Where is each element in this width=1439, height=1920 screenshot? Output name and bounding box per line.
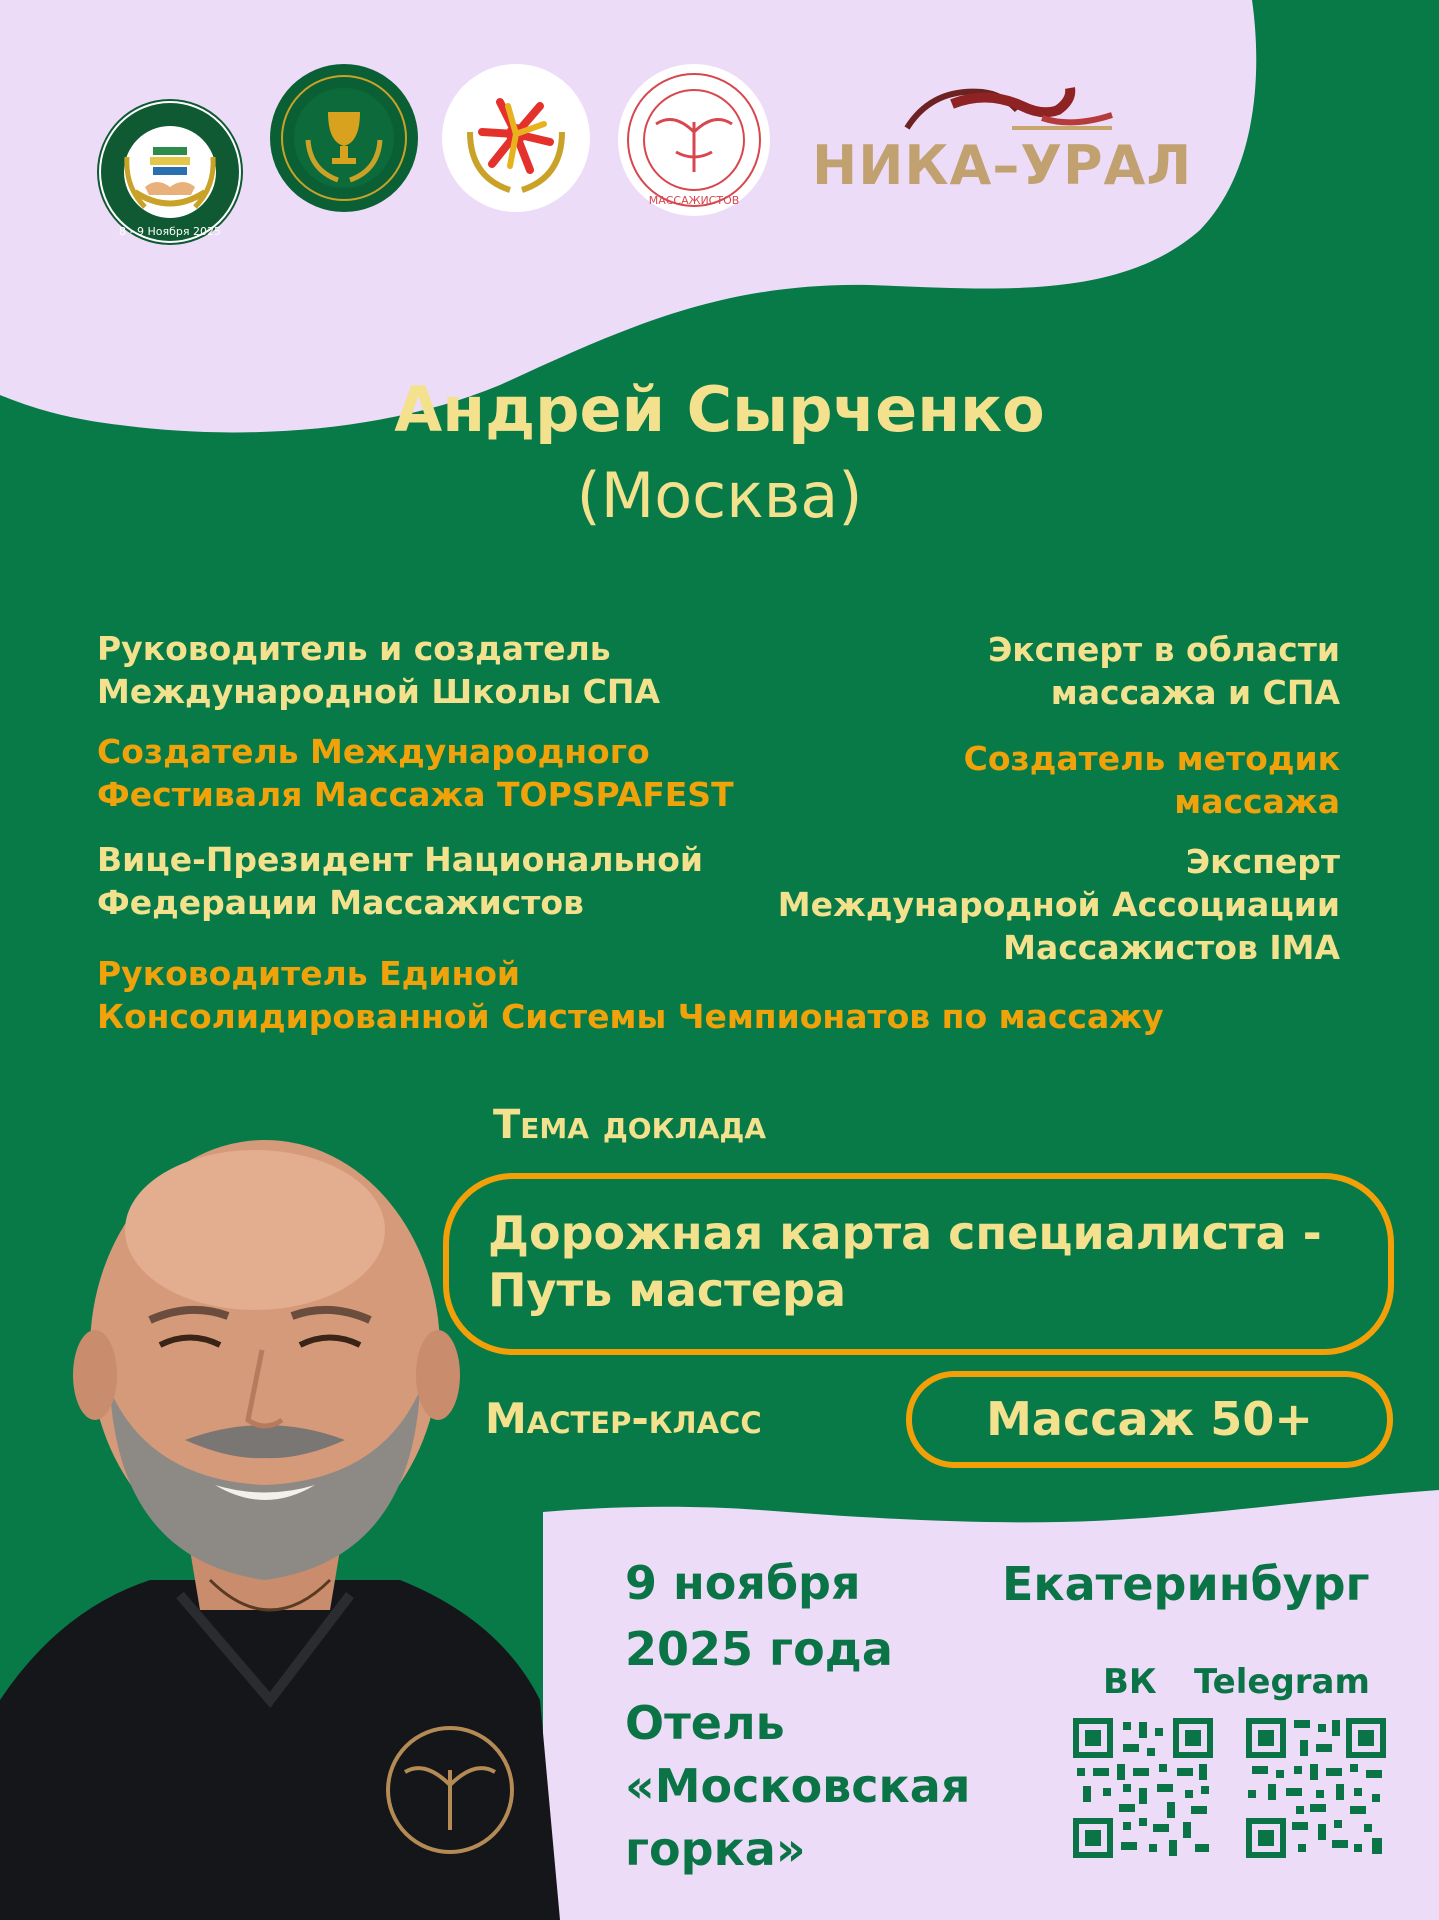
event-date-line: 9 ноября bbox=[625, 1556, 861, 1610]
credential-line: Массажистов IMA bbox=[1003, 928, 1340, 967]
speaker-city: (Москва) bbox=[576, 459, 863, 532]
credential-line: Федерации Массажистов bbox=[97, 883, 584, 922]
speaker-photo bbox=[0, 1140, 560, 1920]
forum-logo bbox=[95, 97, 245, 247]
svg-text:МАССАЖИСТОВ: МАССАЖИСТОВ bbox=[648, 194, 740, 207]
event-date-line: 2025 года bbox=[625, 1622, 893, 1676]
credential-line: Международной Ассоциации bbox=[777, 885, 1340, 924]
credential-line: Эксперт bbox=[1185, 842, 1340, 881]
national-federation-logo bbox=[616, 62, 772, 218]
speaker-name: Андрей Сырченко bbox=[394, 373, 1045, 446]
credential-line: Международной Школы СПА bbox=[97, 672, 661, 711]
event-venue-line: горка» bbox=[625, 1822, 806, 1876]
event-venue-line: Отель bbox=[625, 1696, 785, 1750]
vk-qr-code[interactable] bbox=[1073, 1718, 1213, 1858]
credential-right-2 bbox=[964, 737, 1340, 823]
masterclass-title: Массаж 50+ bbox=[986, 1392, 1313, 1446]
credential-line: Вице-Президент Национальной bbox=[97, 840, 704, 879]
report-title-line: Дорожная карта специалиста - bbox=[488, 1206, 1322, 1260]
credential-line: Консолидированной Системы Чемпионатов по массажу bbox=[97, 997, 1164, 1036]
telegram-qr-code[interactable] bbox=[1246, 1718, 1386, 1858]
credential-line: Создатель методик bbox=[963, 739, 1340, 778]
credential-left-3 bbox=[97, 838, 703, 924]
masterclass-label: Мастер-класс bbox=[485, 1394, 762, 1443]
credential-line: массажа bbox=[1174, 782, 1340, 821]
credential-left-1 bbox=[97, 627, 660, 713]
nika-ural-brand-text: НИКА–УРАЛ bbox=[812, 134, 1193, 197]
credential-right-3 bbox=[778, 840, 1340, 969]
credential-line: массажа и СПА bbox=[1050, 673, 1340, 712]
credential-right-1 bbox=[988, 628, 1340, 714]
credential-line: Создатель Международного bbox=[97, 732, 650, 771]
report-title-line: Путь мастера bbox=[488, 1263, 846, 1317]
nika-swoosh-icon bbox=[812, 70, 1182, 140]
credential-line: Руководитель Единой bbox=[97, 954, 521, 993]
championship-logo bbox=[268, 62, 420, 214]
event-date bbox=[625, 1550, 893, 1682]
nika-ural-logo bbox=[812, 70, 1193, 200]
credential-line: Эксперт в области bbox=[988, 630, 1340, 669]
event-city: Екатеринбург bbox=[1002, 1557, 1370, 1611]
event-venue-line: «Московская bbox=[625, 1759, 971, 1813]
credential-line: Фестиваля Массажа TOPSPAFEST bbox=[97, 775, 734, 814]
wreath-logo bbox=[440, 62, 592, 214]
credential-line: Руководитель и создатель bbox=[97, 629, 611, 668]
qr-vk-label: ВК bbox=[1103, 1662, 1157, 1702]
svg-text:8 - 9 Ноября 2025: 8 - 9 Ноября 2025 bbox=[119, 225, 221, 238]
qr-telegram-label: Telegram bbox=[1194, 1662, 1370, 1702]
event-venue bbox=[625, 1692, 970, 1881]
report-title bbox=[488, 1205, 1322, 1319]
credential-left-2 bbox=[97, 730, 734, 816]
report-label: Тема доклада bbox=[493, 1102, 767, 1148]
